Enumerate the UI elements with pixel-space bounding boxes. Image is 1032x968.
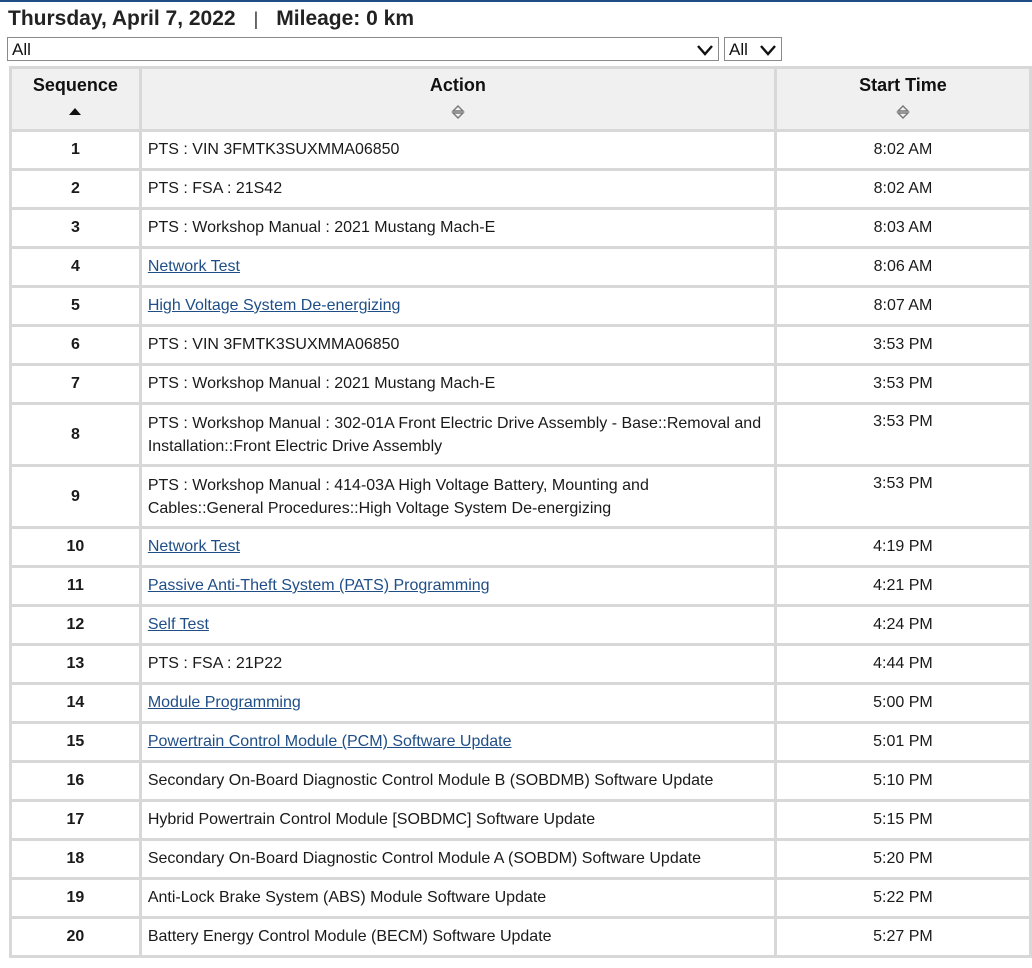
start-time-cell: 8:06 AM — [777, 249, 1029, 285]
table-row — [12, 327, 1029, 363]
action-cell — [142, 529, 774, 565]
action-cell — [142, 288, 774, 324]
sequence-cell: 8 — [12, 405, 139, 464]
sequence-cell: 11 — [12, 568, 139, 604]
action-cell — [142, 646, 774, 682]
header-separator: | — [253, 8, 259, 29]
action-link[interactable]: Powertrain Control Module (PCM) Software Update — [147, 733, 512, 750]
action-text: PTS : FSA : 21P22 — [147, 655, 283, 672]
action-text: Battery Energy Control Module (BECM) Software Update — [147, 928, 552, 945]
table-row — [12, 249, 1029, 285]
chevron-down-icon — [759, 42, 777, 58]
start-time-cell: 8:02 AM — [777, 171, 1029, 207]
action-link[interactable]: Self Test — [147, 616, 209, 633]
action-text: Anti-Lock Brake System (ABS) Module Software Update — [147, 889, 547, 906]
type-filter-value: All — [12, 40, 31, 59]
action-cell — [142, 171, 774, 207]
sequence-cell: 9 — [12, 467, 139, 526]
table-row — [12, 568, 1029, 604]
sequence-cell: 4 — [12, 249, 139, 285]
sequence-cell: 20 — [12, 919, 139, 955]
session-header — [8, 5, 414, 33]
table-row — [12, 763, 1029, 799]
table-body — [12, 132, 1029, 955]
action-link[interactable]: Module Programming — [147, 694, 301, 711]
sequence-cell: 15 — [12, 724, 139, 760]
action-cell — [142, 249, 774, 285]
chevron-down-icon — [696, 42, 714, 58]
sequence-cell: 3 — [12, 210, 139, 246]
column-header-start-time[interactable] — [777, 69, 1029, 129]
action-cell — [142, 568, 774, 604]
action-cell — [142, 405, 774, 464]
start-time-cell: 3:53 PM — [777, 327, 1029, 363]
action-cell — [142, 724, 774, 760]
action-text: PTS : Workshop Manual : 414-03A High Voltage Battery, Mounting and Cables::General Procedures::High Voltage System De-energizing — [147, 476, 649, 517]
action-text: PTS : FSA : 21S42 — [147, 180, 283, 197]
sequence-cell: 6 — [12, 327, 139, 363]
sequence-cell: 14 — [12, 685, 139, 721]
start-time-cell: 5:20 PM — [777, 841, 1029, 877]
table-row — [12, 288, 1029, 324]
table-row — [12, 405, 1029, 464]
status-filter-select[interactable] — [724, 37, 782, 61]
action-text: Secondary On-Board Diagnostic Control Module B (SOBDMB) Software Update — [147, 772, 714, 789]
table-row — [12, 132, 1029, 168]
start-time-cell: 8:03 AM — [777, 210, 1029, 246]
action-cell — [142, 685, 774, 721]
table-row — [12, 607, 1029, 643]
start-time-cell: 3:53 PM — [777, 467, 1029, 526]
table-row — [12, 366, 1029, 402]
action-link[interactable]: Network Test — [147, 258, 240, 275]
top-rule — [0, 0, 1032, 2]
sequence-cell: 2 — [12, 171, 139, 207]
action-text: PTS : Workshop Manual : 302-01A Front Electric Drive Assembly - Base::Removal and Installation::Front Electric Drive Assembly — [147, 414, 762, 455]
start-time-cell: 5:01 PM — [777, 724, 1029, 760]
action-link[interactable]: Passive Anti-Theft System (PATS) Programming — [147, 577, 490, 594]
session-mileage: Mileage: 0 km — [276, 7, 415, 30]
table-row — [12, 210, 1029, 246]
start-time-cell: 5:27 PM — [777, 919, 1029, 955]
table-row — [12, 467, 1029, 526]
table-row — [12, 529, 1029, 565]
column-header-label: Sequence — [32, 75, 118, 95]
sequence-cell: 16 — [12, 763, 139, 799]
action-cell — [142, 210, 774, 246]
sequence-cell: 19 — [12, 880, 139, 916]
start-time-cell: 3:53 PM — [777, 366, 1029, 402]
start-time-cell: 4:44 PM — [777, 646, 1029, 682]
action-cell — [142, 841, 774, 877]
start-time-cell: 8:07 AM — [777, 288, 1029, 324]
sequence-cell: 18 — [12, 841, 139, 877]
sort-neutral-icon[interactable] — [451, 105, 465, 119]
action-cell — [142, 802, 774, 838]
table-header-row — [12, 69, 1029, 129]
column-header-action[interactable] — [142, 69, 774, 129]
session-actions-table — [9, 66, 1032, 958]
table-row — [12, 802, 1029, 838]
table-row — [12, 724, 1029, 760]
table-row — [12, 841, 1029, 877]
sequence-cell: 1 — [12, 132, 139, 168]
start-time-cell: 4:21 PM — [777, 568, 1029, 604]
table-row — [12, 646, 1029, 682]
action-text: PTS : VIN 3FMTK3SUXMMA06850 — [147, 141, 400, 158]
sort-neutral-icon[interactable] — [896, 105, 910, 119]
action-text: Hybrid Powertrain Control Module [SOBDMC] Software Update — [147, 811, 596, 828]
start-time-cell: 8:02 AM — [777, 132, 1029, 168]
sort-ascending-icon[interactable] — [68, 105, 82, 119]
table-row — [12, 880, 1029, 916]
start-time-cell: 3:53 PM — [777, 405, 1029, 464]
column-header-label: Action — [429, 75, 486, 95]
start-time-cell: 4:19 PM — [777, 529, 1029, 565]
table-row — [12, 919, 1029, 955]
action-cell — [142, 763, 774, 799]
action-cell — [142, 132, 774, 168]
action-cell — [142, 467, 774, 526]
sequence-cell: 17 — [12, 802, 139, 838]
start-time-cell: 5:00 PM — [777, 685, 1029, 721]
column-header-sequence[interactable] — [12, 69, 139, 129]
sequence-cell: 10 — [12, 529, 139, 565]
action-text: Secondary On-Board Diagnostic Control Module A (SOBDM) Software Update — [147, 850, 701, 867]
action-text: PTS : VIN 3FMTK3SUXMMA06850 — [147, 336, 400, 353]
column-header-label: Start Time — [859, 75, 947, 95]
start-time-cell: 5:22 PM — [777, 880, 1029, 916]
start-time-cell: 5:15 PM — [777, 802, 1029, 838]
action-link[interactable]: Network Test — [147, 538, 240, 555]
sequence-cell: 13 — [12, 646, 139, 682]
sequence-cell: 7 — [12, 366, 139, 402]
session-date: Thursday, April 7, 2022 — [8, 7, 236, 30]
status-filter-value: All — [729, 40, 748, 59]
action-text: PTS : Workshop Manual : 2021 Mustang Mach-E — [147, 375, 496, 392]
sequence-cell: 5 — [12, 288, 139, 324]
action-text: PTS : Workshop Manual : 2021 Mustang Mach-E — [147, 219, 496, 236]
table-row — [12, 171, 1029, 207]
type-filter-select[interactable] — [7, 37, 719, 61]
action-cell — [142, 366, 774, 402]
action-cell — [142, 607, 774, 643]
action-cell — [142, 880, 774, 916]
action-cell — [142, 919, 774, 955]
table-row — [12, 685, 1029, 721]
action-link[interactable]: High Voltage System De-energizing — [147, 297, 401, 314]
start-time-cell: 4:24 PM — [777, 607, 1029, 643]
sequence-cell: 12 — [12, 607, 139, 643]
action-cell — [142, 327, 774, 363]
start-time-cell: 5:10 PM — [777, 763, 1029, 799]
